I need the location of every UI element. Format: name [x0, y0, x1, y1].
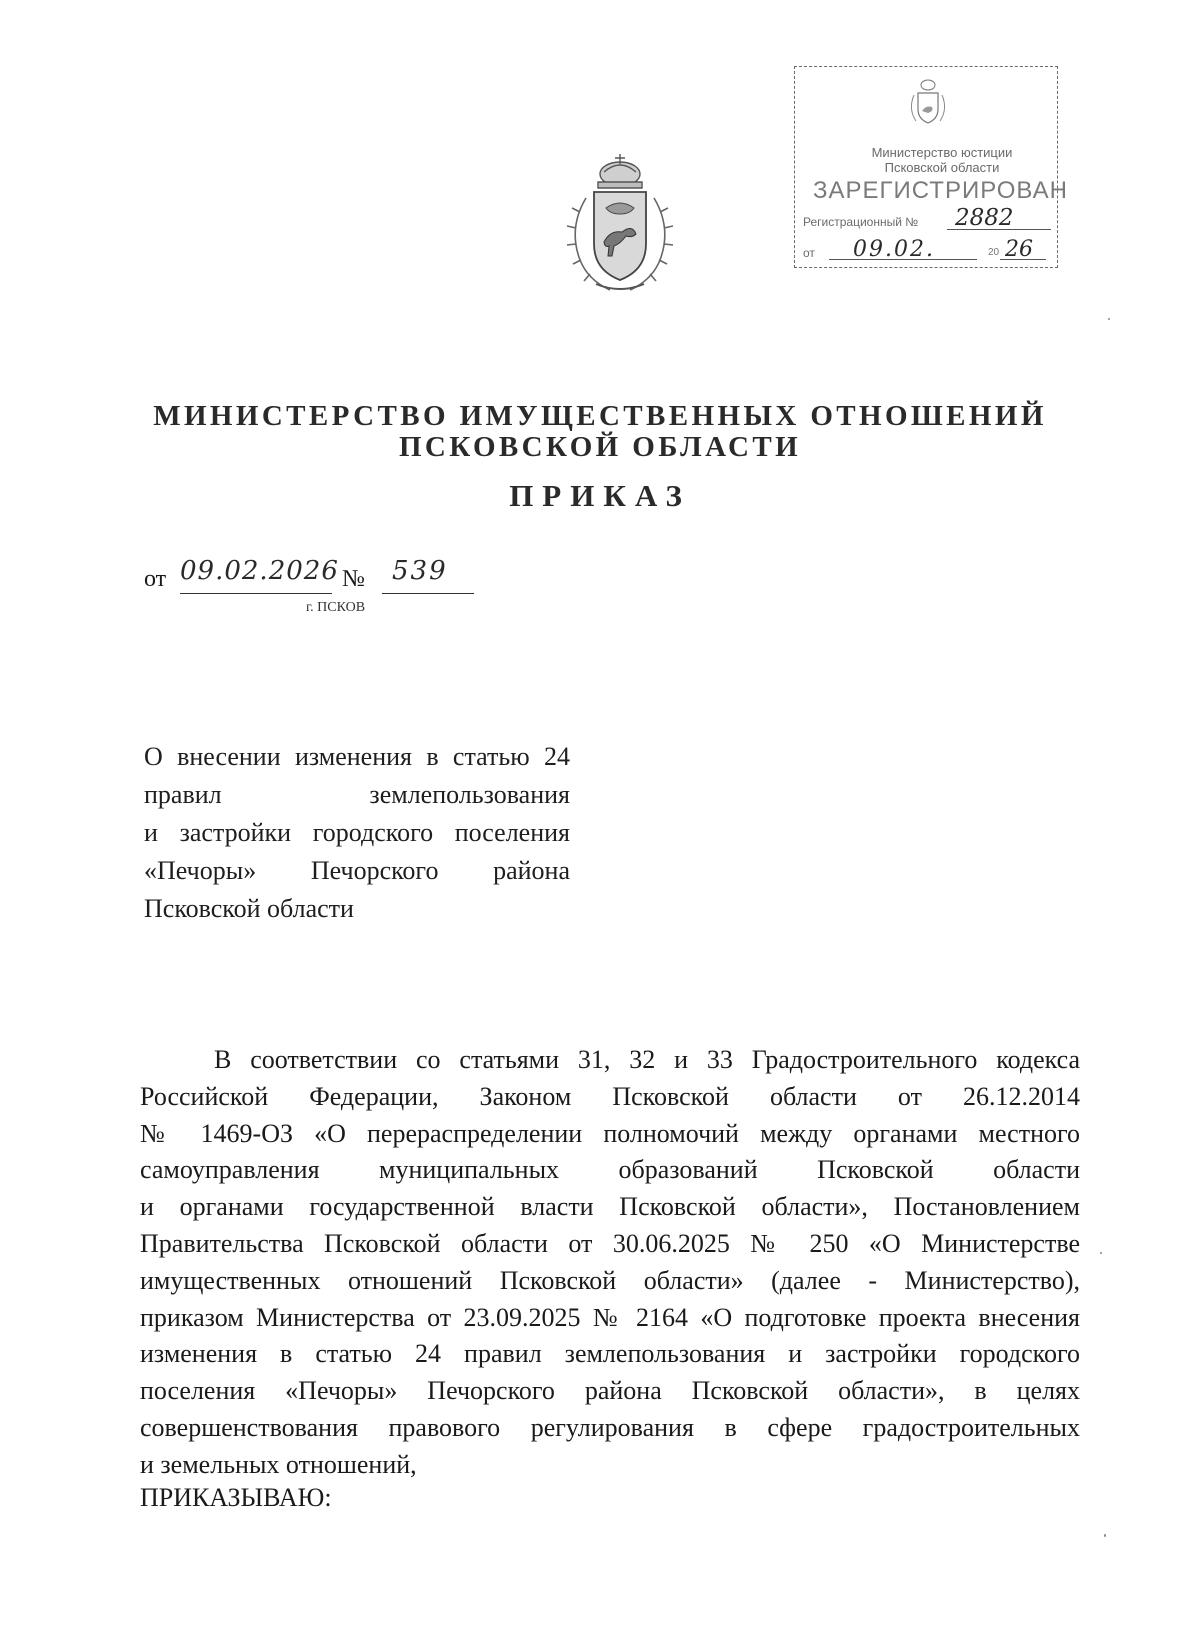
order-number: 539 [392, 556, 448, 586]
subject-line: правил землепользования [144, 780, 570, 809]
scan-speck [1104, 1534, 1106, 1537]
order-city: г. ПСКОВ [306, 600, 366, 615]
body-line: Российской Федерации, Законом Псковской области от 26.12.2014 [140, 1081, 1080, 1111]
stamp-org-line2: Псковской области [884, 160, 1000, 175]
stamp-year-value: 26 [1005, 237, 1033, 262]
body-line: имущественных отношений Псковской области» (далее - Министерство), [140, 1265, 1080, 1295]
order-preamble [140, 1042, 1080, 1484]
subject-line: «Печоры» Печорского района [144, 856, 570, 885]
body-line: и органами государственной власти Псковской области», Постановлением [140, 1192, 1080, 1222]
registration-stamp [794, 66, 1068, 268]
order-date: 09.02.2026 [180, 556, 339, 586]
order-number-label: № [342, 566, 365, 592]
body-line: № 1469-ОЗ «О перераспределении полномочий между органами местного [140, 1118, 1080, 1148]
scan-speck [1100, 1252, 1102, 1254]
body-line: поселения «Печоры» Печорского района Псковской области», в целях [140, 1376, 1080, 1406]
stamp-year-prefix: 20 [988, 247, 1000, 258]
document-type: ПРИКАЗ [509, 478, 691, 513]
stamp-reg-label: Регистрационный № [803, 215, 919, 229]
decree-word: ПРИКАЗЫВАЮ: [140, 1483, 332, 1512]
stamp-date-label: от [803, 246, 815, 260]
subject-line: О внесении изменения в статью 24 [144, 742, 570, 771]
body-line: совершенствования правового регулирования в сфере градостроительных [140, 1412, 1080, 1442]
scan-speck [1108, 318, 1110, 320]
subject-line: Псковской области [144, 894, 354, 923]
body-line: изменения в статью 24 правил землепользования и застройки городского [140, 1339, 1080, 1369]
subject-line: и застройки городского поселения [144, 818, 570, 847]
stamp-status: ЗАРЕГИСТРИРОВАН [813, 177, 1068, 204]
ministry-title-line1: МИНИСТЕРСТВО ИМУЩЕСТВЕННЫХ ОТНОШЕНИЙ [153, 400, 1047, 432]
body-line: Правительства Псковской области от 30.06.2025 № 250 «О Министерстве [140, 1228, 1080, 1258]
order-subject [144, 738, 570, 928]
pskov-coat-of-arms-icon [556, 150, 684, 296]
order-date-label: от [144, 566, 167, 592]
stamp-date-value: 09.02. [853, 237, 935, 262]
stamp-org-line1: Министерство юстиции [871, 145, 1013, 160]
stamp-reg-number: 2882 [955, 205, 1014, 231]
body-line: В соответствии со статьями 31, 32 и 33 Градостроительного кодекса [214, 1045, 1080, 1074]
stamp-emblem-icon [907, 77, 949, 131]
body-line: самоуправления муниципальных образований Псковской области [140, 1155, 1080, 1185]
body-line: и земельных отношений, [140, 1449, 417, 1479]
ministry-title-line2: ПСКОВСКОЙ ОБЛАСТИ [398, 431, 802, 463]
body-line: приказом Министерства от 23.09.2025 № 2164 «О подготовке проекта внесения [140, 1302, 1080, 1332]
